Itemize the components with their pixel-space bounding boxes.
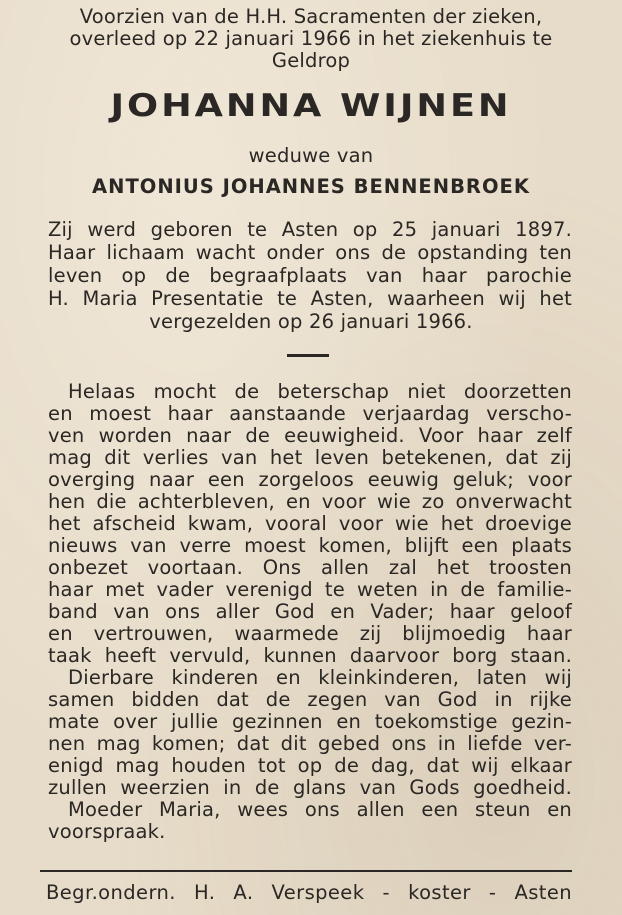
birth-line: Zij werd geboren te Asten op 25 januari 1897. xyxy=(48,218,572,241)
header-line: Geldrop xyxy=(271,49,351,72)
birth-line: leven op de begraafplaats van haar parochie xyxy=(48,264,572,287)
body-line: haar met vader verenigd te weten in de familie- xyxy=(48,578,572,601)
body-line: Helaas mocht de beterschap niet doorzetten xyxy=(68,380,572,403)
body-line: nen mag komen; dat dit gebed ons in liefde ver- xyxy=(48,732,572,755)
birth-line: vergezelden op 26 januari 1966. xyxy=(149,310,473,333)
birth-line: Haar lichaam wacht onder ons de opstanding ten xyxy=(48,241,572,264)
body-line: mate over jullie gezinnen en toekomstige gezin- xyxy=(48,710,572,733)
body-line: Dierbare kinderen en kleinkinderen, laten wij xyxy=(68,666,572,689)
body-line: band van ons aller God en Vader; haar geloof xyxy=(48,600,572,623)
body-line: zullen weerzien in de glans van Gods goedheid. xyxy=(48,776,572,799)
body-line: onbezet voortaan. Ons allen zal het troosten xyxy=(48,556,572,579)
body-line: ven worden naar de eeuwigheid. Voor haar zelf xyxy=(48,424,572,447)
body-line: en moest haar aanstaande verjaardag verscho- xyxy=(48,402,572,425)
body-line: voorspraak. xyxy=(48,820,166,843)
header-line: overleed op 22 januari 1966 in het ziekenhuis te xyxy=(69,27,553,50)
birth-line: H. Maria Presentatie te Asten, waarheen wij het xyxy=(48,287,572,310)
body-line: overging naar een zorgeloos eeuwig geluk; voor xyxy=(48,468,572,491)
body-line: hen die achterbleven, en voor wie zo onverwacht xyxy=(48,490,572,513)
body-line: enigd mag houden tot op de dag, dat wij elkaar xyxy=(48,754,572,777)
undertaker-footer: Begr.ondern. H. A. Verspeek - koster - Asten xyxy=(46,881,572,904)
body-line: nieuws van verre moest komen, blijft een plaats xyxy=(48,534,572,557)
body-line: mag dit verlies van het leven betekenen, dat zij xyxy=(48,446,572,469)
body-line: samen bidden dat de zegen van God in rijke xyxy=(48,688,572,711)
header-line: Voorzien van de H.H. Sacramenten der zieken, xyxy=(79,5,543,28)
body-line: Moeder Maria, wees ons allen een steun en xyxy=(68,798,572,821)
husband-name: ANTONIUS JOHANNES BENNENBROEK xyxy=(92,175,530,198)
body-line: het afscheid kwam, vooral voor wie het droevige xyxy=(48,512,572,535)
body-line: en vertrouwen, waarmede zij blijmoedig haar xyxy=(48,622,572,645)
deceased-name: JOHANNA WIJNEN xyxy=(110,88,512,124)
separator xyxy=(287,354,329,357)
footer-rule xyxy=(40,870,572,872)
body-line: taak heeft vervuld, kunnen daarvoor borg staan. xyxy=(48,644,572,667)
widow-of-label: weduwe van xyxy=(248,144,374,167)
